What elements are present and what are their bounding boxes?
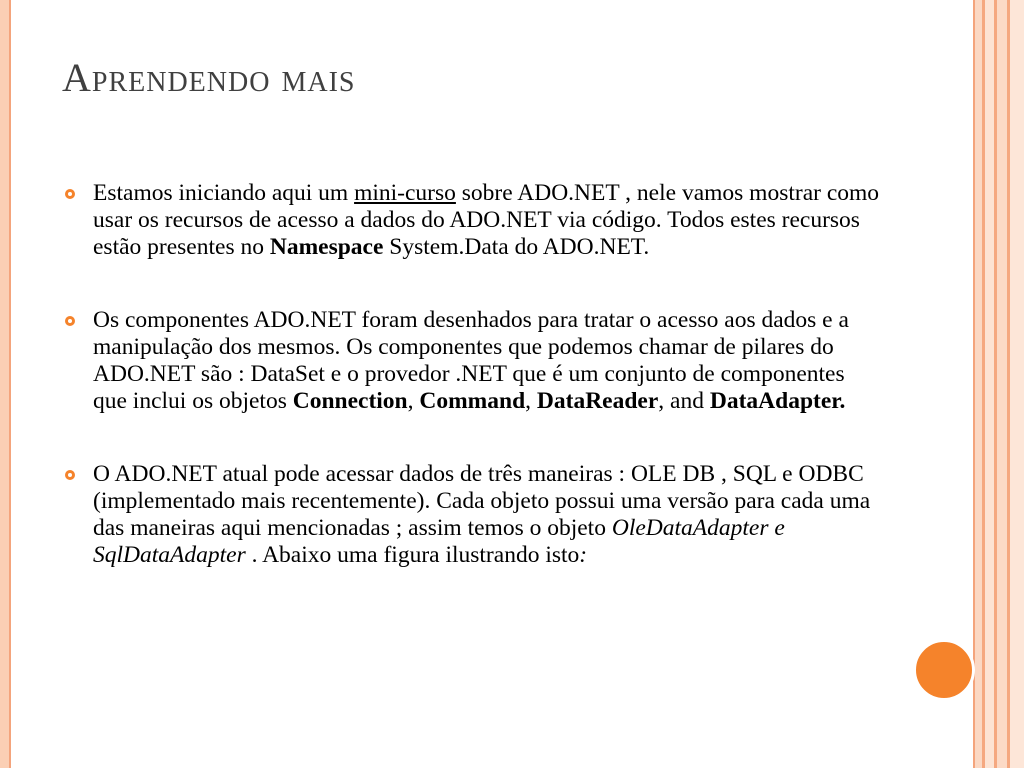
bullet-text: , and: [658, 388, 710, 414]
bullet-text: ,: [407, 388, 420, 414]
border-stripe: [985, 0, 994, 768]
border-stripe: [1010, 0, 1024, 768]
bold-term: Namespace: [269, 234, 384, 260]
bullet-text: ,: [525, 388, 537, 414]
border-stripe: [997, 0, 1007, 768]
italic-term: OleDataAdapter e SqlDataAdapter: [93, 515, 785, 568]
bullet-list: [62, 180, 882, 569]
bold-term: Connection: [292, 388, 408, 414]
bullet-text: sobre ADO.NET , nele vamos mostrar como usar os recursos de acesso a dados do ADO.NET via código. Todos estes recursos estão presentes no: [93, 180, 880, 260]
border-stripe: [975, 0, 982, 768]
bullet-circle-icon: [65, 189, 75, 199]
orange-circle-icon: [913, 639, 975, 701]
bullet-item: [62, 461, 882, 569]
bullet-text: . Abaixo uma figura ilustrando isto: [245, 542, 580, 568]
bullet-circle-icon: [65, 470, 75, 480]
slide-title: Aprendendo mais: [62, 55, 356, 100]
bullet-item: [62, 307, 882, 415]
bold-term: DataReader: [536, 388, 659, 414]
bold-term: DataAdapter.: [709, 388, 846, 414]
mini-curso-link[interactable]: mini-curso: [354, 180, 456, 206]
bullet-text: Estamos iniciando aqui um: [93, 180, 355, 206]
bold-term: Command: [419, 388, 526, 414]
bullet-text: Os componentes ADO.NET foram desenhados para tratar o acesso aos dados e a manipulação dos mesmos. Os componentes que podemos chamar de pilares do ADO.NET são : DataSet e o provedor .NET que é um conjunto de componentes que inclui os objetos: [93, 307, 849, 414]
bullet-text: System.Data do ADO.NET.: [383, 234, 650, 260]
bullet-item: [62, 180, 882, 261]
bullet-circle-icon: [65, 316, 75, 326]
italic-term: :: [579, 542, 588, 568]
bullet-text: O ADO.NET atual pode acessar dados de três maneiras : OLE DB , SQL e ODBC (implementado mais recentemente). Cada objeto possui uma versão para cada uma das maneiras aqui mencionadas ; assim temos o objeto: [93, 461, 871, 541]
